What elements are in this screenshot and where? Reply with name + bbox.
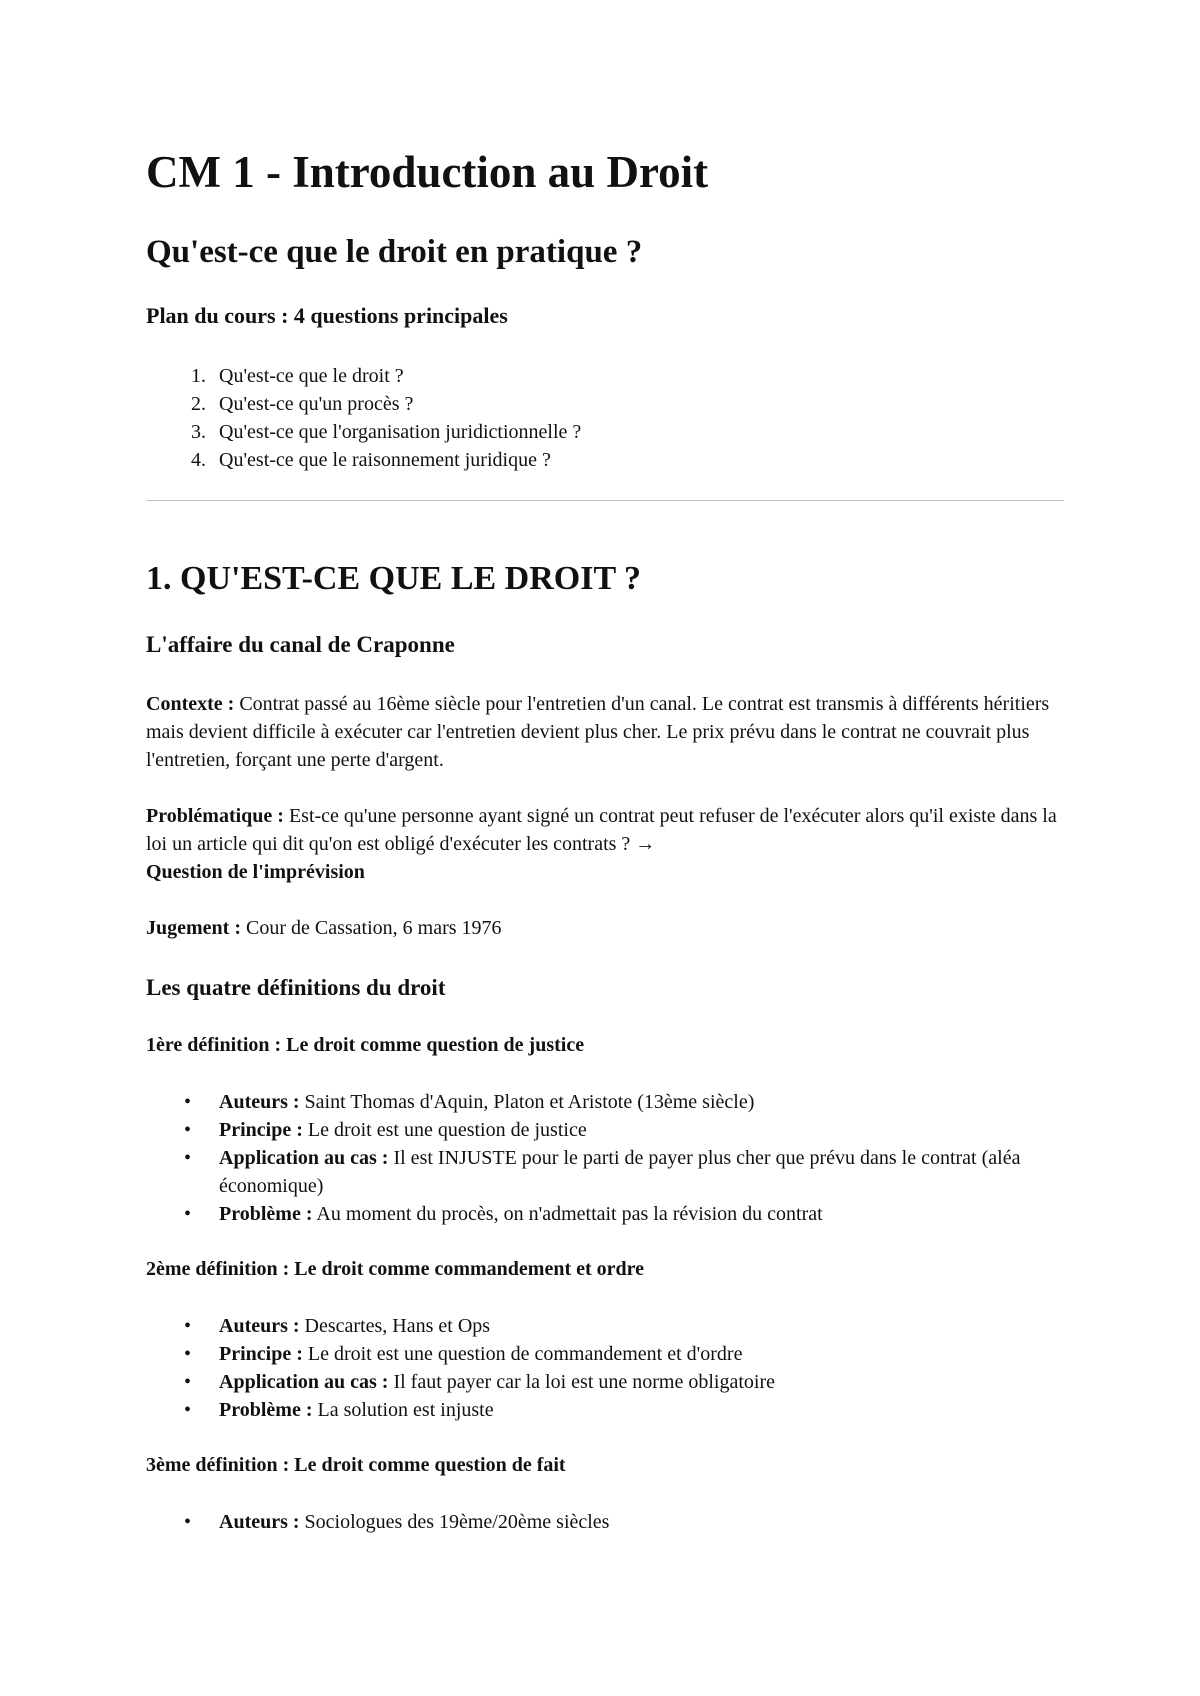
def1-list xyxy=(146,1088,1066,1228)
problematique-paragraph: Problématique : Est-ce qu'une personne ayant signé un contrat peut refuser de l'exécuter alors qu'il existe dans la loi un article qui dit qu'on est obligé d'exécuter les contrats ? → Question de l'imprévision xyxy=(146,805,1057,883)
list-item: • Problème : Au moment du procès, on n'admettait pas la révision du contrat xyxy=(146,1200,1066,1228)
document-title: CM 1 - Introduction au Droit xyxy=(146,147,709,197)
contexte-paragraph: Contexte : Contrat passé au 16ème siècle pour l'entretien d'un canal. Le contrat est transmis à différents héritiers mais devient difficile à exécuter car l'entretien devient plus cher. Le prix prévu dans le contrat ne couvrait plus l'entretien, forçant une perte d'argent. xyxy=(146,693,1050,771)
horizontal-divider xyxy=(146,500,1064,501)
definitions-heading: Les quatre définitions du droit xyxy=(146,975,446,1000)
list-item: 1. Qu'est-ce que le droit ? xyxy=(191,365,404,387)
def2-heading: 2ème définition : Le droit comme commandement et ordre xyxy=(146,1258,645,1280)
def2-list xyxy=(146,1312,1066,1424)
list-item: • Principe : Le droit est une question de justice xyxy=(146,1116,1066,1144)
section-heading: 1. QU'EST-CE QUE LE DROIT ? xyxy=(146,560,642,597)
list-item: 2. Qu'est-ce qu'un procès ? xyxy=(191,393,414,415)
jugement-paragraph: Jugement : Cour de Cassation, 6 mars 1976 xyxy=(146,917,502,939)
list-item: • Problème : La solution est injuste xyxy=(146,1396,1066,1424)
bullet-icon: • xyxy=(184,1091,192,1113)
bullet-icon: • xyxy=(184,1371,192,1393)
document-subtitle: Qu'est-ce que le droit en pratique ? xyxy=(146,234,643,270)
list-item: • Application au cas : Il faut payer car la loi est une norme obligatoire xyxy=(146,1368,1066,1396)
bullet-icon: • xyxy=(184,1511,192,1533)
list-item: • Auteurs : Descartes, Hans et Ops xyxy=(146,1312,1066,1340)
plan-heading: Plan du cours : 4 questions principales xyxy=(146,303,508,328)
bullet-icon: • xyxy=(184,1119,192,1141)
def3-list xyxy=(146,1508,1066,1536)
plan-list xyxy=(146,362,1066,474)
bullet-icon: • xyxy=(184,1343,192,1365)
list-item: • Auteurs : Sociologues des 19ème/20ème siècles xyxy=(146,1508,1066,1536)
list-item: 3. Qu'est-ce que l'organisation juridictionnelle ? xyxy=(191,421,582,443)
bullet-icon: • xyxy=(184,1399,192,1421)
def1-heading: 1ère définition : Le droit comme question de justice xyxy=(146,1034,585,1056)
bullet-icon: • xyxy=(184,1147,192,1169)
list-item: • Principe : Le droit est une question de commandement et d'ordre xyxy=(146,1340,1066,1368)
list-item: • Application au cas : Il est INJUSTE pour le parti de payer plus cher que prévu dans le contrat (aléa économique) xyxy=(146,1144,1066,1200)
bullet-icon: • xyxy=(184,1315,192,1337)
def3-heading: 3ème définition : Le droit comme question de fait xyxy=(146,1454,566,1476)
list-item: • Auteurs : Saint Thomas d'Aquin, Platon et Aristote (13ème siècle) xyxy=(146,1088,1066,1116)
affaire-heading: L'affaire du canal de Craponne xyxy=(146,632,455,657)
bullet-icon: • xyxy=(184,1203,192,1225)
list-item: 4. Qu'est-ce que le raisonnement juridique ? xyxy=(191,449,551,471)
